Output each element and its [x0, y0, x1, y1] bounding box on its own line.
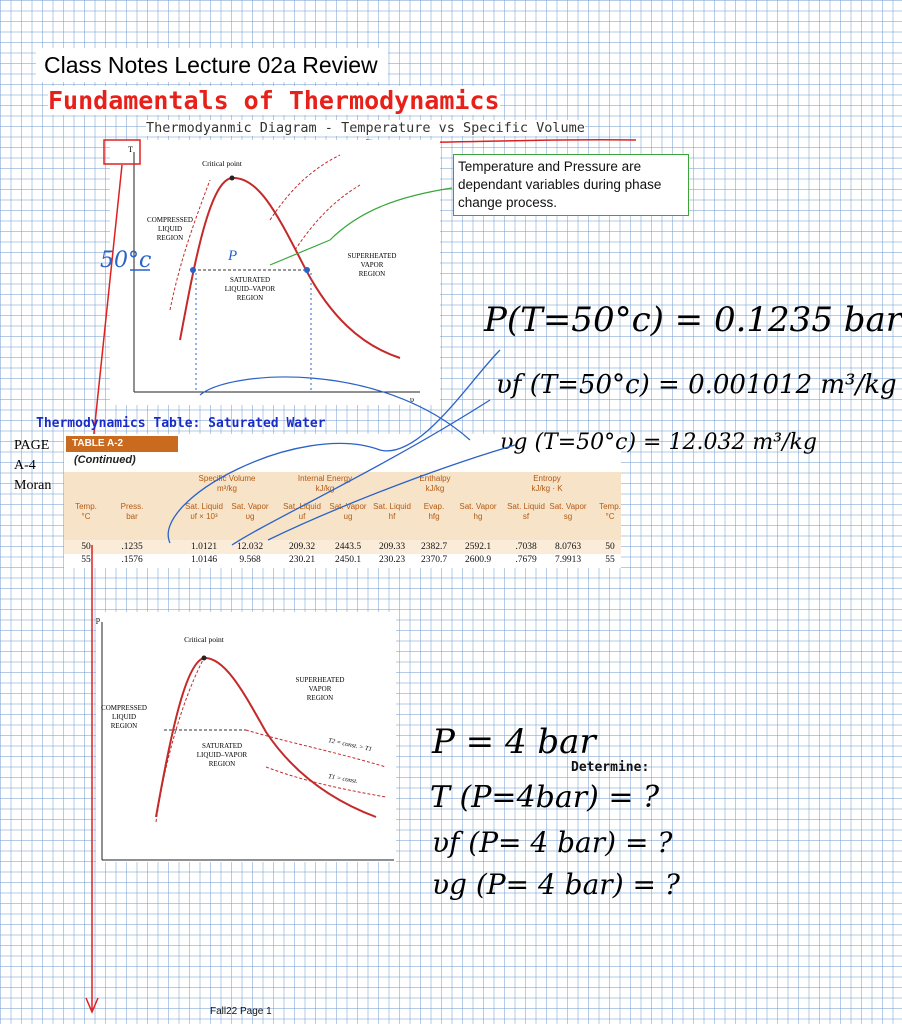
table-cell: 230.23 — [378, 555, 406, 565]
table-cell: .1235 — [121, 542, 143, 552]
table-group-header: Entropy kJ/kg · K — [531, 474, 563, 493]
pv-compressed-2: LIQUID — [111, 713, 137, 721]
tv-saturated-3: REGION — [236, 294, 264, 302]
page-ref-line-2: A-4 — [14, 458, 36, 473]
notes-title: Class Notes Lecture 02a Review — [36, 48, 388, 82]
tv-saturated-2: LIQUID–VAPOR — [224, 285, 276, 293]
tv-saturated-1: SATURATED — [229, 276, 271, 284]
table-cell: 7.9913 — [554, 555, 582, 565]
table-cell: 1.0146 — [190, 555, 218, 565]
table-column-header: Sat. Vapor υg — [231, 502, 269, 521]
table-cell: 12.032 — [236, 542, 264, 552]
pv-compressed-3: REGION — [110, 722, 138, 730]
page-footer: Fall22 Page 1 — [210, 1006, 272, 1017]
pv-saturated-1: SATURATED — [201, 742, 243, 750]
table-cell: 2443.5 — [334, 542, 362, 552]
table-cell: 209.32 — [288, 542, 316, 552]
tv-compressed-1: COMPRESSED — [147, 216, 193, 224]
pv-axis-y: p — [96, 615, 100, 624]
table-cell: .7679 — [515, 555, 537, 565]
table-column-header: Sat. Liquid hf — [373, 502, 411, 521]
tv-superheated-2: VAPOR — [360, 261, 384, 269]
table-cell: 55 — [605, 555, 615, 565]
table-group-header: Internal Energy kJ/kg — [297, 474, 353, 493]
table-column-header: Sat. Liquid sf — [507, 502, 545, 521]
page-ref-line-1: PAGE — [14, 438, 50, 453]
table-cell: 2600.9 — [464, 555, 492, 565]
hand-p-eq: P(T=50°c) = 0.1235 bar — [484, 300, 902, 340]
tv-superheated-3: REGION — [358, 270, 386, 278]
main-title: Fundamentals of Thermodynamics — [48, 86, 500, 115]
pv-superheated-2: VAPOR — [308, 685, 332, 693]
tv-compressed-3: REGION — [156, 234, 184, 242]
hand-q1: T (P=4bar) = ? — [430, 780, 660, 815]
hand-vf-eq: υf (T=50°c) = 0.001012 m³/kg — [496, 370, 897, 400]
pv-critical-point: Critical point — [184, 635, 224, 644]
hand-q2: υf (P= 4 bar) = ? — [432, 826, 673, 859]
pv-superheated-3: REGION — [306, 694, 334, 702]
tv-compressed-2: LIQUID — [157, 225, 183, 233]
table-cell: 9.568 — [239, 555, 261, 565]
table-cell: 50 — [605, 542, 615, 552]
table-cell: .7038 — [515, 542, 537, 552]
hand-p-given: P = 4 bar — [432, 722, 596, 762]
table-continued: (Continued) — [74, 454, 136, 466]
table-group-header: Specific Volume m³/kg — [198, 474, 256, 493]
table-name: TABLE A-2 — [66, 436, 178, 452]
table-column-header: Press. bar — [120, 502, 144, 521]
tv-superheated-1: SUPERHEATED — [347, 252, 397, 260]
phase-change-callout: Temperature and Pressure are dependant variables during phase change process. — [453, 154, 689, 216]
table-column-header: Sat. Liquid υf × 10³ — [185, 502, 223, 521]
table-cell: 2450.1 — [334, 555, 362, 565]
pv-t2-label: T2 = const. > T1 — [327, 737, 373, 754]
table-heading: Thermodynamics Table: Saturated Water — [36, 416, 326, 431]
table-column-header: Sat. Vapor ug — [329, 502, 367, 521]
determine-label: Determine: — [571, 760, 650, 775]
pv-saturated-2: LIQUID–VAPOR — [196, 751, 248, 759]
tv-axis-x: υ — [410, 395, 414, 404]
pv-saturated-3: REGION — [208, 760, 236, 768]
table-column-header: Evap. hfg — [423, 502, 445, 521]
table-cell: 50 — [81, 542, 91, 552]
hand-vg-eq: υg (T=50°c) = 12.032 m³/kg — [500, 430, 817, 455]
table-cell: 2382.7 — [420, 542, 448, 552]
table-cell: 230.21 — [288, 555, 316, 565]
table-column-header: Sat. Vapor sg — [549, 502, 587, 521]
table-cell: 2592.1 — [464, 542, 492, 552]
table-cell: .1576 — [121, 555, 143, 565]
tv-hand-p: P — [228, 248, 238, 264]
table-column-header: Temp. °C — [75, 502, 97, 521]
table-column-header: Sat. Liquid uf — [283, 502, 321, 521]
table-group-header: Enthalpy kJ/kg — [419, 474, 451, 493]
diagram-subtitle: Thermodyanmic Diagram - Temperature vs Specific Volume — [146, 120, 585, 136]
table-cell: 8.0763 — [554, 542, 582, 552]
pv-compressed-1: COMPRESSED — [101, 704, 147, 712]
tv-critical-point: Critical point — [202, 159, 242, 168]
hand-q3: υg (P= 4 bar) = ? — [432, 868, 680, 901]
hand-50c: 50°c — [100, 248, 152, 273]
pv-t1-label: T1 = const. — [327, 773, 359, 786]
table-cell: 55 — [81, 555, 91, 565]
table-cell: 1.0121 — [190, 542, 218, 552]
table-column-header: Temp. °C — [599, 502, 621, 521]
table-cell: 209.33 — [378, 542, 406, 552]
page-ref-line-3: Moran — [14, 478, 52, 493]
table-column-header: Sat. Vapor hg — [459, 502, 497, 521]
table-cell: 2370.7 — [420, 555, 448, 565]
pv-superheated-1: SUPERHEATED — [295, 676, 345, 684]
tv-axis-y: T — [128, 145, 133, 154]
